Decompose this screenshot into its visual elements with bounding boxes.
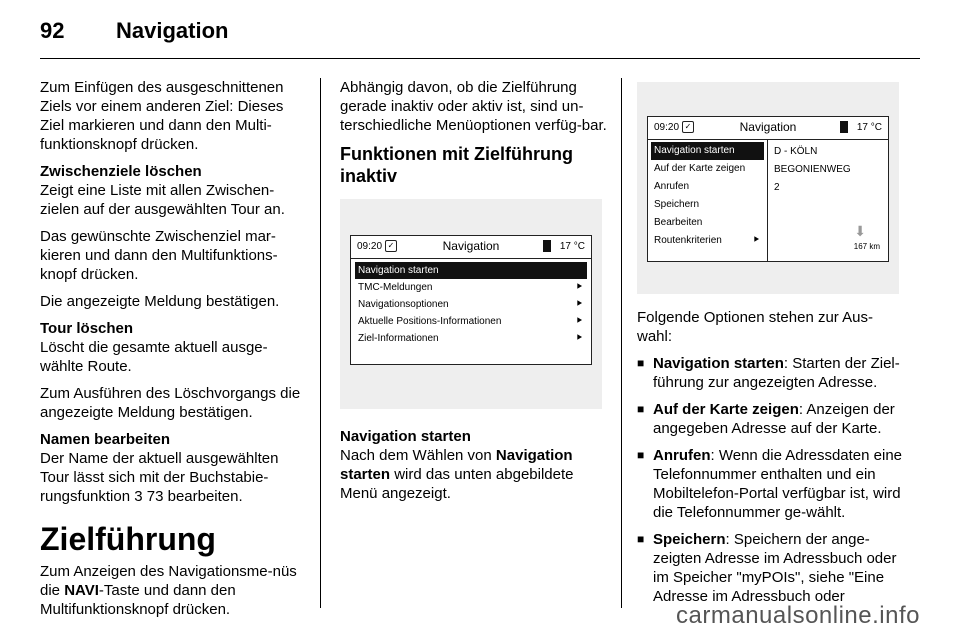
paragraph [340,446,608,503]
display-title: Navigation [739,120,797,134]
chevron-right-icon: ⯈ [752,235,760,246]
address-city: D - KÖLN [774,146,818,157]
thermometer-icon [543,240,551,252]
menu-item-label: Navigation starten [358,265,439,276]
address-street: BEGONIENWEG [774,164,851,175]
paragraph [40,562,308,619]
clock: 09:20 [654,122,680,133]
menu-item-tmc-meldungen[interactable] [355,279,587,296]
distance: 167 km [853,242,880,251]
paragraph: Folgende Optionen stehen zur Aus-wahl: [637,309,873,345]
menu-item-label: Navigationsoptionen [358,299,449,310]
paragraph: Zum Ausführen des Löschvorgangs die angezeigte Meldung bestätigen. [40,385,301,421]
paragraph: Abhängig davon, ob die Zielführung gerade inaktiv oder aktiv ist, sind un-terschiedliche Menüoptionen verfüg-bar. [340,79,607,134]
menu-item-ziel-informationen[interactable] [355,330,587,347]
page-number: 92 [40,18,65,43]
option-text: : Wenn die Adressdaten eine Telefonnummer enthalten und ein Mobiltelefon-Portal verfügbar ist, wird die Telefonnummer ge-wählt. [653,447,903,521]
list-item [637,530,905,606]
column-1 [40,78,308,627]
display-screen [647,116,889,262]
display-menu [648,140,768,261]
screenshot-figure [340,199,602,409]
list-item [637,446,905,522]
option-text: : Speichern der ange-zeigten Adresse im Adressbuch oder im Speicher "myPOIs", siehe "Eine Adresse im Adressbuch oder [653,531,897,605]
paragraph: Zum Einfügen des ausgeschnittenen Ziels vor einem anderen Ziel: Dieses Ziel markieren und dann den Multi-funktionsknopf drücken. [40,79,284,153]
text: -Taste und dann den Multifunktionsknopf drücken. [40,582,236,618]
text: Zum Anzeigen des Navigationsme-nüs die [40,563,297,599]
paragraph: Löscht die gesamte aktuell ausge-wählte Route. [40,339,268,375]
cross-reference-link[interactable]: 3 [134,488,143,505]
subheading-navigation-starten: Navigation starten [340,428,471,445]
text: wird das unten abgebildete Menü angezeigt. [340,466,574,502]
option-text: : Starten der Ziel-führung zur angezeigten Adresse. [653,355,900,391]
menu-item-label: Bearbeiten [654,217,703,228]
paragraph [40,449,308,506]
display-status-bar [648,117,888,140]
temperature: 17 °C [559,241,585,252]
list-item [637,354,905,392]
destination-address [774,143,851,197]
column-2 [340,78,608,511]
option-term: Navigation starten [653,355,784,372]
options-list [637,354,905,606]
address-number: 2 [774,182,780,193]
column-3 [637,78,905,614]
column-divider [621,78,622,608]
menu-item-label: Anrufen [654,181,690,192]
screenshot-figure [637,82,899,294]
display-menu [351,259,591,347]
menu-item-label: Speichern [654,199,700,210]
display-title: Navigation [442,239,500,253]
text: Nach dem Wählen von [340,447,496,464]
arrow-down-icon: ⬇ [854,223,866,239]
thermometer-icon [840,121,848,133]
subheading-zwischenziele: Zwischenziele löschen [40,163,202,180]
menu-item-aktuelle-positions-informationen[interactable] [355,313,587,330]
menu-item-navigation-starten[interactable] [651,142,764,160]
display-screen [350,235,592,365]
text: Der Name der aktuell ausgewählten Tour lässt sich mit der Buchstabie-rungsfunktion [40,450,279,505]
route-status-icon: ✓ [385,240,397,252]
menu-item-routenkriterien[interactable] [651,232,764,250]
watermark: carmanualsonline.info [676,602,920,629]
menu-item-label: Ziel-Informationen [358,333,439,344]
chevron-right-icon: ⯈ [575,299,583,310]
menu-item-navigationsoptionen[interactable] [355,296,587,313]
menu-item-label: Routenkriterien [654,235,722,246]
page-title: Navigation [116,18,229,43]
option-text: : Anzeigen der angegeben Adresse auf der Karte. [653,401,895,437]
chevron-right-icon: ⯈ [575,282,583,293]
menu-item-label: Auf der Karte zeigen [654,163,746,174]
menu-item-anrufen[interactable] [651,178,764,196]
bold-term: Navigation starten [340,447,573,483]
paragraph: Das gewünschte Zwischenziel mar-kieren und dann den Multifunktions-knopf drücken. [40,228,278,283]
menu-item-auf-der-karte-zeigen[interactable] [651,160,764,178]
subsection-heading: Funktionen mit Zielführung inaktiv [340,144,573,186]
menu-item-label: Navigation starten [654,145,735,156]
display-status-bar [351,236,591,259]
column-divider [320,78,321,608]
subheading-tour-loeschen: Tour löschen [40,320,134,337]
subheading-namen-bearbeiten: Namen bearbeiten [40,431,171,448]
chevron-right-icon: ⯈ [575,316,583,327]
menu-item-label: Aktuelle Positions-Informationen [358,316,502,327]
menu-item-navigation-starten[interactable] [355,262,587,279]
key-label: NAVI [64,582,99,599]
option-term: Auf der Karte zeigen [653,401,799,418]
option-term: Anrufen [653,447,711,464]
option-term: Speichern [653,531,726,548]
menu-item-speichern[interactable] [651,196,764,214]
chevron-right-icon: ⯈ [575,333,583,344]
header-rule [40,58,920,59]
temperature: 17 °C [856,122,882,133]
menu-item-bearbeiten[interactable] [651,214,764,232]
list-item [637,400,905,438]
paragraph: Die angezeigte Meldung bestätigen. [40,293,280,310]
text: 73 bearbeiten. [142,488,243,505]
menu-item-label: TMC-Meldungen [358,282,433,293]
section-heading-zielfuehrung: Zielführung [40,521,216,557]
paragraph: Zeigt eine Liste mit allen Zwischen-zielen auf der ausgewählten Tour an. [40,182,285,218]
clock: 09:20 [357,241,383,252]
route-status-icon: ✓ [682,121,694,133]
